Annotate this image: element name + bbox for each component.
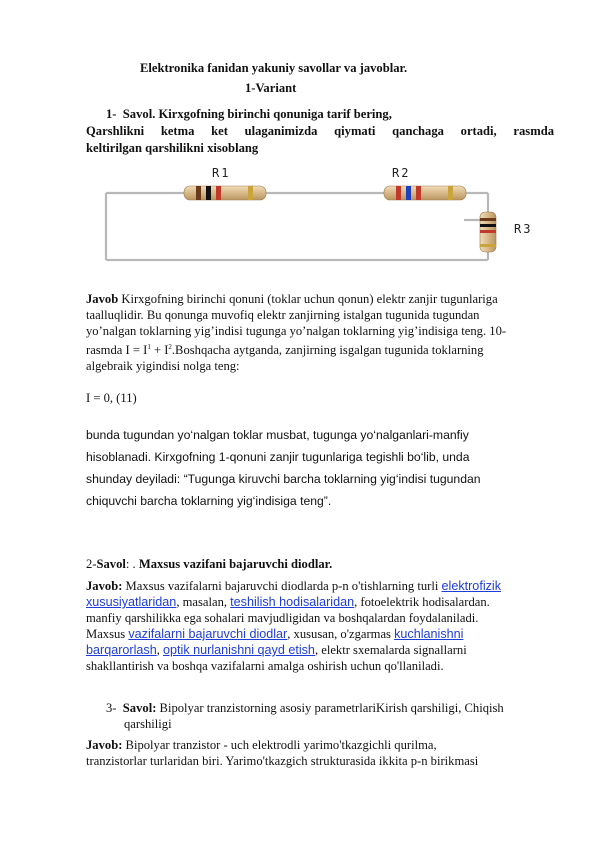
question-savol: Savol	[96, 557, 126, 571]
link-kuchlanishni[interactable]: kuchlanishni	[394, 627, 464, 641]
r3-label: R3	[514, 222, 533, 236]
link-teshilish-hodisalaridan[interactable]: teshilish hodisalaridan	[230, 595, 355, 609]
answer-1-line-3: yo’nalgan toklarning yig’indisi tugunga yo’nalgan toklarning yig’indisiga teng. 10-	[86, 324, 507, 338]
answer-3-paragraph	[86, 737, 554, 769]
link-barqarorlash[interactable]: barqarorlash	[86, 643, 157, 657]
answer-label: Javob:	[86, 579, 123, 593]
answer-2-line-4: Maxsus vazifalarni bajaruvchi diodlar, xususan, o'zgarmas kuchlanishni	[86, 627, 464, 641]
question-1-line-2: Qarshlikni ketma ket ulaganimizda qiymati qanchaga ortadi, rasmda	[86, 124, 554, 138]
resistor-r1	[184, 186, 266, 200]
answer-1-line-1: Javob Kirxgofning birinchi qonuni (toklar uchun qonun) elektr zanjir tugunlariga	[86, 292, 498, 306]
answer-2-line-1: Javob: Maxsus vazifalarni bajaruvchi diodlarda p-n o'tishlarning turli elektrofizik	[86, 579, 502, 593]
question-savol: Savol:	[122, 701, 157, 715]
answer-2-line-2: xususiyatlaridan, masalan, teshilish hodisalaridan, fotoelektrik hodisalardan.	[86, 595, 490, 609]
answer-1-cont-line-4: chiquvchi barcha toklarning yig‘indisiga teng”.	[86, 494, 332, 508]
link-optik-nurlanishni[interactable]: optik nurlanishni qayd etish	[163, 643, 315, 657]
answer-1-cont-line-1: bunda tugundan yo‘nalgan toklar musbat, tugunga yo‘nalganlari-manfiy	[86, 428, 469, 442]
answer-label: Javob	[86, 292, 119, 306]
question-number: 2-	[86, 557, 97, 571]
answer-1-paragraph	[86, 291, 554, 374]
link-vazifalarni-bajaruvchi-diodlar[interactable]: vazifalarni bajaruvchi diodlar	[128, 627, 288, 641]
question-1-line-3: keltirilgan qarshilikni xisoblang	[86, 141, 259, 155]
variant-heading: 1-Variant	[245, 81, 297, 95]
formula: I = 0, (11)	[86, 391, 137, 405]
resistor-r3	[480, 212, 496, 252]
question-3-line-2: qarshiligi	[124, 717, 172, 731]
answer-3-line-2: tranzistorlar turlaridan biri. Yarimo'tkazgich strukturasida ikkita p-n birikmasi	[86, 754, 479, 768]
answer-2-line-6: shakllantirish va boshqa vazifalarni amalga oshirish uchun qo'llaniladi.	[86, 659, 444, 673]
answer-1-cont-line-2: hisoblanadi. Kirxgofning 1-qonuni zanjir tugunlariga tegishli bo‘lib, unda	[86, 450, 470, 464]
answer-2-line-5: barqarorlash, optik nurlanishni qayd etish, elektr sxemalarda signallarni	[86, 643, 467, 657]
question-number: 1-	[106, 107, 117, 121]
answer-1-line-2: taalluqlidir. Bu qonunga muvofiq elektr zanjirning istalgan tugunida tugundan	[86, 308, 480, 322]
answer-1-cont-line-3: shunday deyiladi: “Tugunga kiruvchi barcha toklarning yig‘indisi tugundan	[86, 472, 481, 486]
question-3-heading	[106, 700, 504, 716]
question-2-heading: 2-Savol: . Maxsus vazifani bajaruvchi diodlar.	[86, 557, 333, 571]
answer-1-continuation	[86, 424, 554, 512]
document-title: Elektronika fanidan yakuniy savollar va javoblar.	[140, 61, 408, 75]
r1-label: R1	[212, 166, 231, 180]
answer-1-line-5: algebraik yigindisi nolga teng:	[86, 359, 240, 374]
answer-label: Javob:	[86, 738, 123, 752]
question-text: Savol. Kirxgofning birinchi qonuniga tarif bering,	[122, 107, 392, 121]
question-text: Bipolyar tranzistorning asosiy parametrlariKirish qarshiligi, Chiqish	[156, 701, 504, 715]
circuit-wires	[106, 193, 488, 260]
resistor-r2	[384, 186, 466, 200]
circuit-diagram	[96, 160, 556, 265]
question-1-heading	[106, 106, 392, 122]
question-number: 3-	[106, 701, 117, 715]
link-xususiyatlaridan[interactable]: xususiyatlaridan	[86, 595, 177, 609]
answer-2-line-3: manfiy qarshilikka ega sohalari mavjudligidan va boshqalardan foydalaniladi.	[86, 611, 479, 625]
answer-2-paragraph	[86, 578, 554, 674]
r2-label: R2	[392, 166, 411, 180]
answer-3-line-1: Javob: Bipolyar tranzistor - uch elektrodli yarimo'tkazgichli qurilma,	[86, 738, 437, 752]
answer-1-line-4: rasmda $I = I^1$ + $I^2.Boshqacha$ aytganda, zanjirning isgalgan tugunida toklarning	[86, 343, 484, 358]
question-text: Maxsus vazifani bajaruvchi diodlar.	[138, 557, 333, 571]
link-elektrofizik[interactable]: elektrofizik	[441, 579, 502, 593]
